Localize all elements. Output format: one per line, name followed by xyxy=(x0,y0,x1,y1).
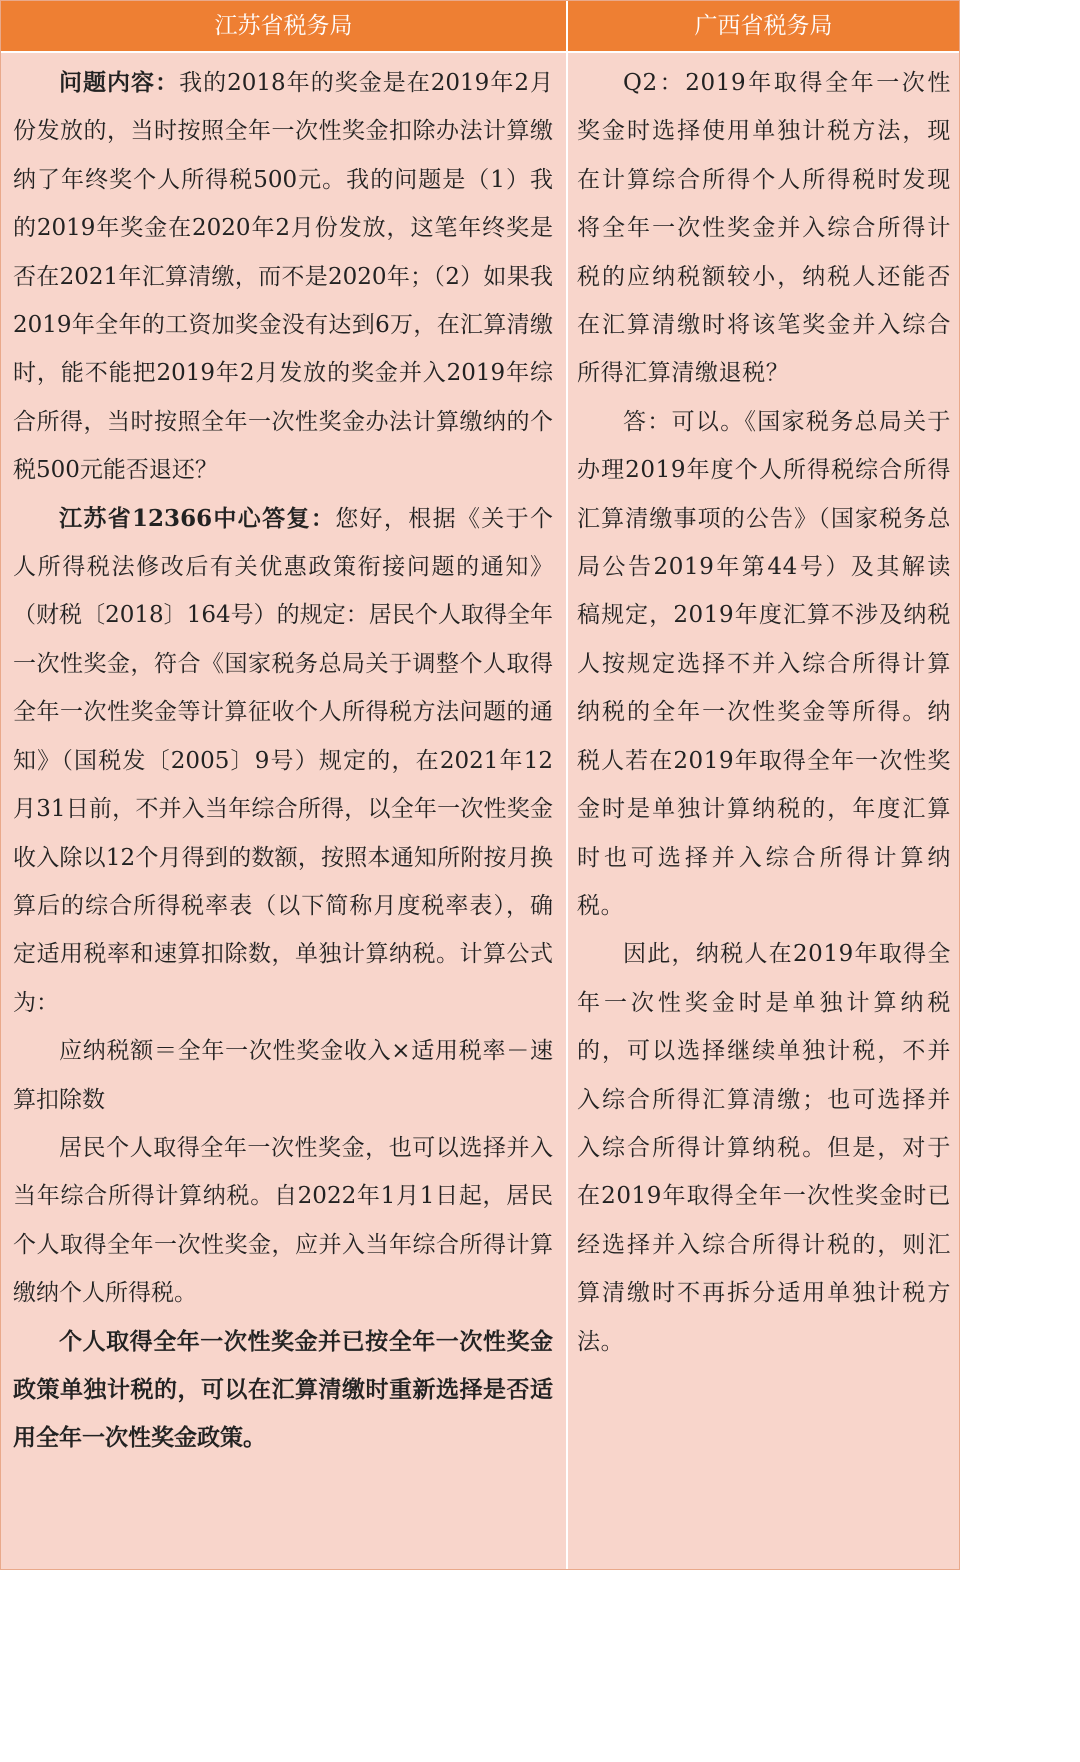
table-header xyxy=(1,1,959,51)
tax-formula: 应纳税额＝全年一次性奖金收入×适用税率－速算扣除数 xyxy=(13,1038,553,1113)
guangxi-question: Q2：2019年取得全年一次性奖金时选择使用单独计税方法，现在计算综合所得个人所得税时发现将全年一次性奖金并入综合所得计税的应纳税额较小，纳税人还能否在汇算清缴时将该笔奖金并入综合所得汇算清缴退税？ xyxy=(577,70,951,387)
header-guangxi: 广西省税务局 xyxy=(694,13,833,39)
jiangsu-question xyxy=(13,59,553,495)
header-divider xyxy=(1,51,959,53)
guangxi-answer: 答：可以。《国家税务总局关于办理2019年度个人所得税综合所得汇算清缴事项的公告》（国家税务总局公告2019年第44号）及其解读稿规定，2019年度汇算不涉及纳税人按规定选择不并入综合所得计算纳税的全年一次性奖金等所得。纳税人若在2019年取得全年一次性奖金时是单独计算纳税的，年度汇算时也可选择并入综合所得计算纳税。 xyxy=(577,408,951,919)
jiangsu-answer xyxy=(13,495,553,1027)
question-label: 问题内容： xyxy=(59,69,180,96)
header-jiangsu: 江苏省税务局 xyxy=(214,13,353,39)
column-divider xyxy=(566,1,568,1569)
answer-label: 江苏省12366中心答复： xyxy=(59,504,336,532)
jiangsu-conclusion xyxy=(13,1318,553,1463)
jiangsu-column xyxy=(13,59,553,1463)
guangxi-column xyxy=(577,59,951,1366)
answer-text: 您好，根据《关于个人所得税法修改后有关优惠政策衔接问题的通知》（财税〔2018〕164号）的规定：居民个人取得全年一次性奖金，符合《国家税务总局关于调整个人取得全年一次性奖金等计算征收个人所得税方法问题的通知》（国税发〔2005〕9号）规定的，在2021年12月31日前，不并入当年综合所得，以全年一次性奖金收入除以12个月得到的数额，按照本通知所附按月换算后的综合所得税率表（以下简称月度税率表），确定适用税率和速算扣除数，单独计算纳税。计算公式为： xyxy=(13,505,553,1016)
jiangsu-paragraph-3: 居民个人取得全年一次性奖金，也可以选择并入当年综合所得计算纳税。自2022年1月1日起，居民个人取得全年一次性奖金，应并入当年综合所得计算缴纳个人所得税。 xyxy=(13,1134,553,1307)
guangxi-paragraph-3: 因此，纳税人在2019年取得全年一次性奖金时是单独计算纳税的，可以选择继续单独计税，不并入综合所得汇算清缴；也可选择并入综合所得计算纳税。但是，对于在2019年取得全年一次性奖金时已经选择并入综合所得计税的，则汇算清缴时不再拆分适用单独计税方法。 xyxy=(577,941,951,1355)
conclusion-text: 个人取得全年一次性奖金并已按全年一次性奖金政策单独计税的，可以在汇算清缴时重新选择是否适用全年一次性奖金政策。 xyxy=(13,1327,553,1452)
question-text: 我的2018年的奖金是在2019年2月份发放的，当时按照全年一次性奖金扣除办法计算缴纳了年终奖个人所得税500元。我的问题是（1）我的2019年奖金在2020年2月份发放，这笔年终奖是否在2021年汇算清缴，而不是2020年；（2）如果我2019年全年的工资加奖金没有达到6万，在汇算清缴时，能不能把2019年2月发放的奖金并入2019年综合所得，当时按照全年一次性奖金办法计算缴纳的个税500元能否退还？ xyxy=(13,70,554,484)
